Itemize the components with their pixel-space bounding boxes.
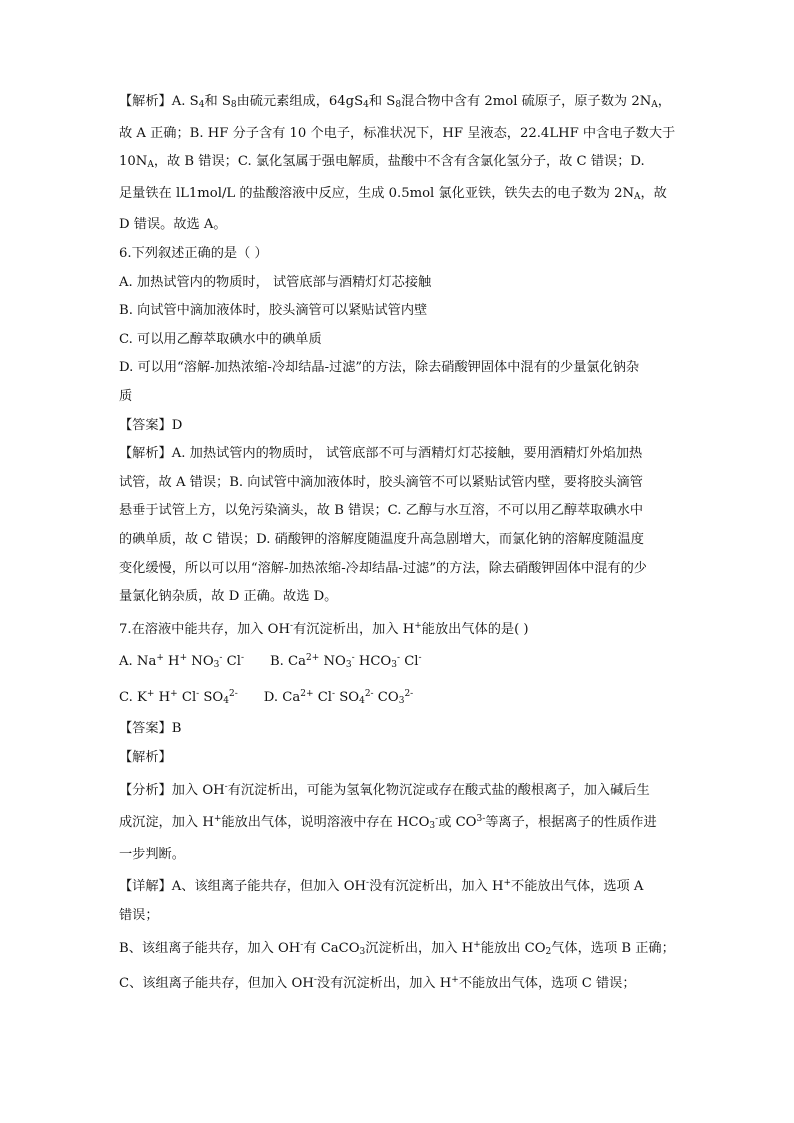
q7-option-d: D. $Ca^{2+}$ Cl- $SO_4^{2-}$ $CO_3^{2-}$ <box>263 688 414 706</box>
q6-explanation-line-5: 变化缓慢，所以可以用“溶解-加热浓缩-冷却结晶-过滤”的方法，除去硝酸钾固体中混有的少 <box>119 560 647 576</box>
q7-option-a: A. Na+ H+ $NO_3^-$ Cl- <box>119 653 244 671</box>
q6-explanation-line-4: 的碘单质，故 C 错误；D. 硝酸钾的溶解度随温度升高急剧增大，而氯化钠的溶解度随温度 <box>119 531 644 547</box>
document-body <box>119 88 685 999</box>
q7-detail-line-1: 【详解】A、该组离子能共存，但加入 OH-没有沉淀析出，加入 H+不能放出气体，选项 A <box>119 878 644 895</box>
q6-explanation-line-1: 【解析】A. 加热试管内的物质时， 试管底部不可与酒精灯灯芯接触，要用酒精灯外焰加热 <box>119 446 643 462</box>
q7-analysis-line-2: 成沉淀，加入 H+能放出气体，说明溶液中存在 $HCO_3^-$或 $CO^{3-}$等离子，根据离子的性质作进 <box>119 814 657 832</box>
q5-explanation-line-1: 【解析】A. $S_4$和 $S_8$由硫元素组成，$64gS_4$和 $S_8$混合物中含有 2mol 硫原子，原子数为 $2N_A$， <box>119 94 671 110</box>
q7-analysis-line-1: 【分析】加入 OH-有沉淀析出，可能为氢氧化物沉淀或存在酸式盐的酸根离子，加入碱后生 <box>119 781 650 798</box>
q7-options-cd <box>119 680 685 716</box>
q6-stem: 6.下列叙述正确的是（ ） <box>119 245 268 261</box>
q7-explanation-heading: 【解析】 <box>119 750 172 766</box>
q6-explanation-line-3: 悬垂于试管上方，以免污染滴头，故 B 错误；C. 乙醇与水互溶，不可以用乙醇萃取碘水中 <box>119 503 644 519</box>
q6-option-c: C. 可以用乙醇萃取碘水中的碘单质 <box>119 331 322 347</box>
q6-answer: 【答案】D <box>119 417 183 433</box>
q5-explanation-line-4: 足量铁在 lL1mol/L 的盐酸溶液中反应，生成 0.5mol 氯化亚铁，铁失去的电子数为 $2N_A$，故 <box>119 185 667 202</box>
q7-option-b: B. $Ca^{2+}$ $NO_3^-$ $HCO_3^-$ Cl- <box>269 653 422 671</box>
q7-answer: 【答案】B <box>119 721 182 737</box>
q6-explanation-line-2: 试管，故 A 错误；B. 向试管中滴加液体时，胶头滴管不可以紧贴试管内壁，要将胶头滴管 <box>119 474 643 490</box>
q7-option-c: C. K+ H+ Cl- $SO_4^{2-}$ <box>119 688 238 706</box>
q6-option-b: B. 向试管中滴加液体时，胶头滴管可以紧贴试管内壁 <box>119 303 428 319</box>
q7-detail-line-2: 错误； <box>119 908 159 924</box>
q5-explanation-line-3: $10N_A$，故 B 错误；C. 氯化氢属于强电解质，盐酸中不含有含氯化氢分子，故 C 错误；D. <box>119 154 645 171</box>
q7-detail-line-4: C、该组离子能共存，但加入 OH-没有沉淀析出，加入 H+不能放出气体，选项 C 错误； <box>119 975 636 992</box>
q7-options-ab <box>119 644 685 680</box>
q5-explanation-line-2: 故 A 正确；B. HF 分子含有 10 个电子，标准状况下，HF 呈液态，22.4LHF 中含电子数大于 <box>119 125 676 141</box>
q6-option-a: A. 加热试管内的物质时， 试管底部与酒精灯灯芯接触 <box>119 274 432 290</box>
q7-detail-line-3: B、该组离子能共存，加入 OH-有 CaCO$_3$沉淀析出，加入 H+能放出 $CO_2$气体，选项 B 正确； <box>119 939 675 957</box>
q7-analysis-line-3: 一步判断。 <box>119 846 185 862</box>
q5-explanation-line-5: D 错误。故选 A。 <box>119 217 227 233</box>
q6-option-d-line-2: 质 <box>119 388 133 404</box>
q6-explanation-line-6: 量氯化钠杂质，故 D 正确。故选 D。 <box>119 589 338 605</box>
q7-stem: 7.在溶液中能共存，加入 OH-有沉淀析出，加入 H+能放出气体的是( ) <box>119 620 529 637</box>
q6-option-d-line-1: D. 可以用“溶解-加热浓缩-冷却结晶-过滤”的方法，除去硝酸钾固体中混有的少量氯化钠杂 <box>119 360 640 376</box>
